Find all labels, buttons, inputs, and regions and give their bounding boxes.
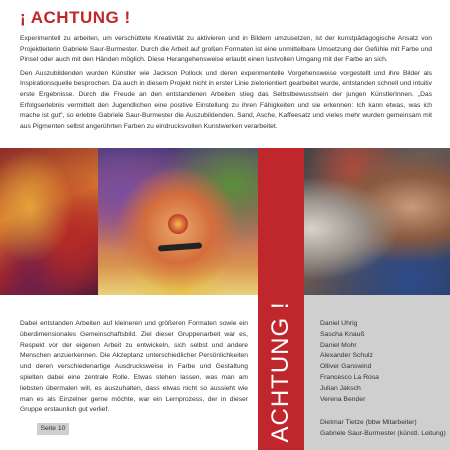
painted-eye-mark <box>168 214 188 234</box>
staff-name: Gabriele Saur-Burmester (künstl. Leitung) <box>320 429 446 437</box>
participant-name: Verena Bender <box>320 395 366 403</box>
participant-name: Francesco La Rosa <box>320 373 379 381</box>
intro-text <box>20 34 432 135</box>
page-number: Seite 10 <box>37 423 69 435</box>
painted-mouth-mark <box>158 242 202 251</box>
participant-name: Daniel Mohr <box>320 341 357 349</box>
intro-paragraph-1: Experimentell zu arbeiten, um verschüttete Kreativität zu aktivieren und in Bildern umzusetzen, ist der kunstpädagogische Ansatz von Projektleiterin Gabriele Saur-Burmester. Durch die Arbeit auf großen Formaten ist eine unmittelbare Umsetzung der Gefühle mit Farbe und Pinsel oder auch mit den Händen möglich. Diese Herangehensweise erlaubt einen lustvollen Umgang mit der Farbe an sich. <box>20 35 432 64</box>
participant-list <box>320 319 379 405</box>
participant-name: Alexander Schulz <box>320 352 373 360</box>
abstract-painting-photo <box>0 148 98 295</box>
staff-list <box>320 418 446 440</box>
intro-paragraph-2: Den Auszubildenden wurden Künstler wie Jackson Pollock und deren experimentelle Vorgehensweise vorgestellt und ihre Bilder als Inspirationsquelle besprochen. Da auch in diesem Projekt nicht in erster Linie zielorientiert gearbeitet wurde, entstanden schnell und intuitiv erste Ergebnisse. Durch die Freude an den entstandenen Arbeiten stieg das Selbstbewusstsein der jungen KünstlerInnen. „Das Erfolgserlebnis vermittelt den Jugendlichen eine positive Einstellung zu ihren Fähigkeiten und sie erkennen: Ich kann etwas, was ich mache ist gut“, so erlebte Gabriele Saur-Burmester die Auszubildenden. Sand, Asche, Kaffeesatz und vieles mehr wurden gemeinsam mit aus Pigmenten selbst angerührten Farben zu eindrucksvollen Kunstwerken verarbeitet. <box>20 69 432 130</box>
body-paragraph: Dabei entstanden Arbeiten auf kleineren und größeren Formaten sowie ein überdimensionales Gemeinschaftsbild. Ziel dieser Gruppenarbeit war es, Respekt vor der eigenen Arbeit zu entwickeln, sich selbst und andere Menschen anzuerkennen. Die Akzeptanz unterschiedlicher Persönlichkeiten und deren verschiedenartige Ausdrucksweise in Farbe und Gestaltung spielten dabei eine zentrale Rolle. Etwas stehen lassen, was man am liebsten übermalen will, es auszuhalten, dass etwas nicht so aussieht wie man es als Einzelner gerne möchte, war ein Lernprozess, der in dieser Gruppe erstaunlich gut verlief. <box>20 320 248 414</box>
photo-strip <box>0 148 450 295</box>
page-title: ¡ ACHTUNG ! <box>20 8 131 27</box>
staff-name: Dietmar Tietze (bbw Mitarbeiter) <box>320 419 417 426</box>
participant-name: Sascha Knauß <box>320 330 365 338</box>
participant-name: Olliver Ganswind <box>320 363 372 371</box>
participant-name: Julian Jaksch <box>320 384 361 392</box>
face-painting-photo <box>98 148 258 295</box>
sidebar-label: ACHTUNG ! <box>267 301 294 443</box>
participant-name: Daniel Uhrig <box>320 320 358 327</box>
